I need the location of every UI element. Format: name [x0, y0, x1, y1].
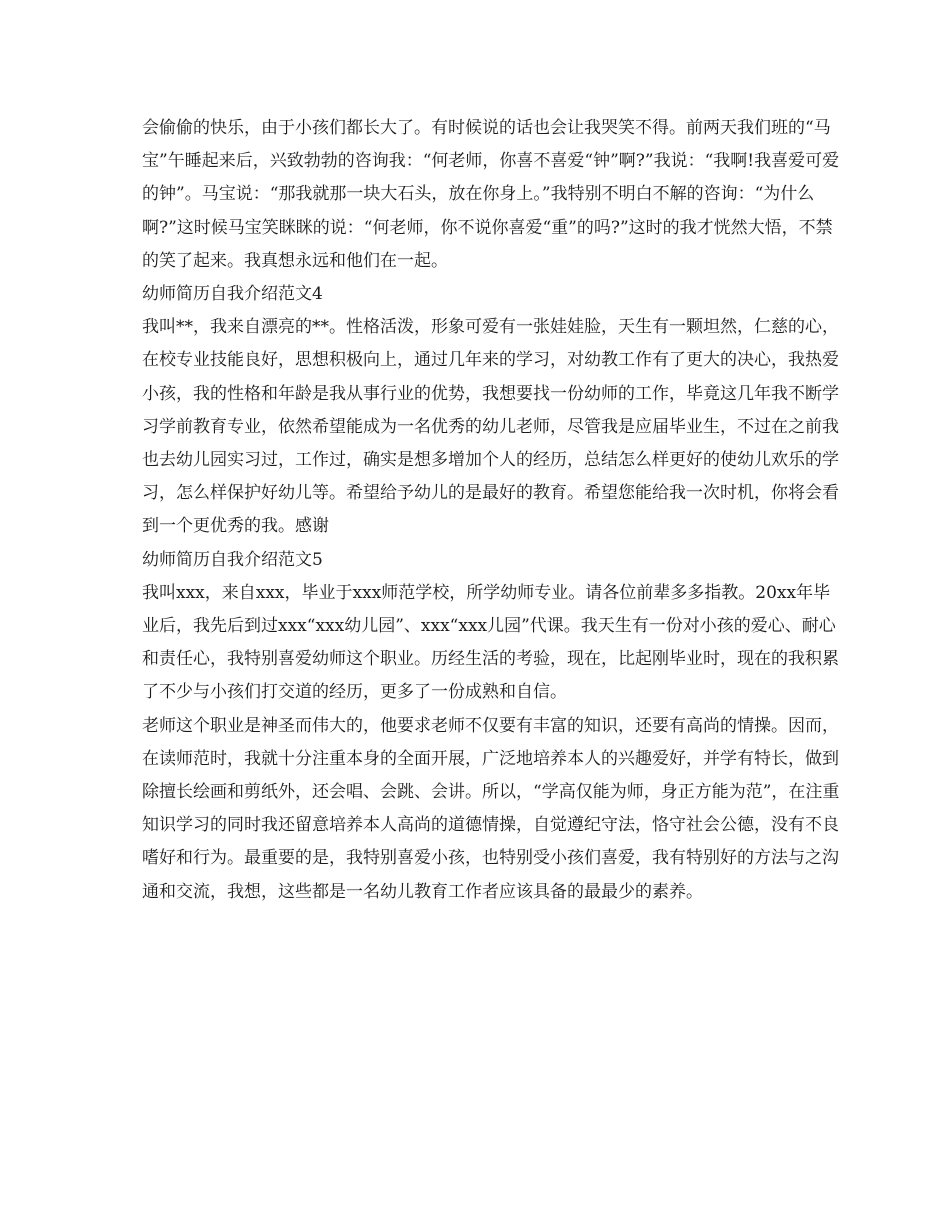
paragraph-anecdote: 会偷偷的快乐，由于小孩们都长大了。有时候说的话也会让我哭笑不得。前两天我们班的“马宝”午睡起来后，兴致勃勃的咨询我：“何老师，你喜不喜爱“钟”啊?”我说：“我啊!我喜爱可爱的钟”。马宝说：“那我就那一块大石头，放在你身上。”我特别不明白不解的咨询：“为什么啊?”这时候马宝笑眯眯的说：“何老师，你不说你喜爱“重”的吗?”这时的我才恍然大悟，不禁的笑了起来。我真想永远和他们在一起。 [142, 118, 840, 271]
paragraph-sample-5-intro: 我叫xxx，来自xxx，毕业于xxx师范学校，所学幼师专业。请各位前辈多多指教。20xx年毕业后，我先后到过xxx“xxx幼儿园”、xxx“xxx儿园”代课。我天生有一份对小孩的爱心、耐心和责任心，我特别喜爱幼师这个职业。历经生活的考验，现在，比起刚毕业时，现在的我积累了不少与小孩们打交道的经历，更多了一份成熟和自信。 [142, 582, 839, 703]
document-body [142, 112, 842, 909]
section-heading-5: 幼师简历自我介绍范文5 [142, 549, 323, 570]
section-heading-4: 幼师简历自我介绍范文4 [142, 284, 323, 305]
paragraph-sample-4: 我叫**，我来自漂亮的**。性格活泼，形象可爱有一张娃娃脸，天生有一颗坦然，仁慈的心，在校专业技能良好，思想积极向上，通过几年来的学习，对幼教工作有了更大的决心，我热爱小孩，我的性格和年龄是我从事行业的优势，我想要找一份幼师的工作，毕竟这几年我不断学习学前教育专业，依然希望能成为一名优秀的幼儿老师，尽管我是应届毕业生，不过在之前我也去幼儿园实习过，工作过，确实是想多增加个人的经历，总结怎么样更好的使幼儿欢乐的学习，怎么样保护好幼儿等。希望给予幼儿的是最好的教育。希望您能给我一次时机，你将会看到一个更优秀的我。感谢 [142, 317, 839, 537]
paragraph-sample-5-profession: 老师这个职业是神圣而伟大的，他要求老师不仅要有丰富的知识，还要有高尚的情操。因而，在读师范时，我就十分注重本身的全面开展，广泛地培养本人的兴趣爱好，并学有特长，做到除擅长绘画和剪纸外，还会唱、会跳、会讲。所以，“学高仅能为师，身正方能为范”，在注重知识学习的同时我还留意培养本人高尚的道德情操，自觉遵纪守法，恪守社会公德，没有不良嗜好和行为。最重要的是，我特别喜爱小孩，也特别受小孩们喜爱，我有特别好的方法与之沟通和交流，我想，这些都是一名幼儿教育工作者应该具备的最最少的素养。 [142, 715, 840, 902]
